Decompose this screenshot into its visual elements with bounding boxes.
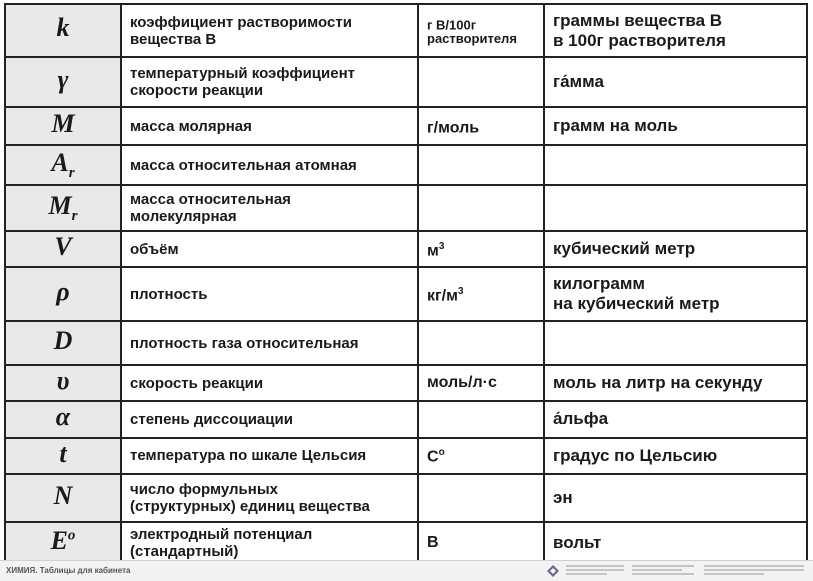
symbol-cell: $E^o$	[5, 522, 121, 564]
quantities-table	[4, 3, 808, 565]
description-cell: масса относительная атомная	[121, 145, 418, 185]
description-cell: температурный коэффициент скорости реакции	[121, 57, 418, 107]
symbol-cell: M	[5, 107, 121, 145]
unit-cell: г/моль	[418, 107, 544, 145]
publisher-logo-icon	[546, 564, 560, 578]
footer-title: ХИМИЯ. Таблицы для кабинета	[6, 566, 131, 575]
symbol-cell: υ	[5, 365, 121, 401]
reading-cell: грамм на моль	[544, 107, 807, 145]
reading-cell: а́льфа	[544, 401, 807, 437]
table-row	[5, 438, 807, 474]
table-row	[5, 231, 807, 267]
table-row	[5, 267, 807, 321]
description-cell: электродный потенциал (стандартный)	[121, 522, 418, 564]
footer-strip	[0, 560, 813, 581]
unit-cell	[418, 321, 544, 365]
symbol-cell: D	[5, 321, 121, 365]
unit-cell: г В/100г растворителя	[418, 4, 544, 57]
description-cell: плотность	[121, 267, 418, 321]
description-cell: коэффициент растворимости вещества В	[121, 4, 418, 57]
reading-cell	[544, 321, 807, 365]
description-cell: объём	[121, 231, 418, 267]
description-cell: скорость реакции	[121, 365, 418, 401]
unit-cell	[418, 57, 544, 107]
symbol-cell: t	[5, 438, 121, 474]
unit-cell	[418, 401, 544, 437]
reading-cell: га́мма	[544, 57, 807, 107]
reading-cell: граммы вещества В в 100г растворителя	[544, 4, 807, 57]
reading-cell: килограмм на кубический метр	[544, 267, 807, 321]
description-cell: степень диссоциации	[121, 401, 418, 437]
table-row	[5, 401, 807, 437]
symbol-cell: ρ	[5, 267, 121, 321]
unit-cell: $C^o$	[418, 438, 544, 474]
symbol-cell: k	[5, 4, 121, 57]
unit-cell	[418, 185, 544, 231]
description-cell: плотность газа относительная	[121, 321, 418, 365]
symbol-cell: $M_r$	[5, 185, 121, 231]
reading-cell: градус по Цельсию	[544, 438, 807, 474]
symbol-cell: $A_r$	[5, 145, 121, 185]
reading-cell	[544, 145, 807, 185]
symbol-cell: V	[5, 231, 121, 267]
fineprint-block	[566, 565, 624, 577]
fineprint-block	[704, 565, 804, 577]
reading-cell	[544, 185, 807, 231]
table-row	[5, 474, 807, 522]
reading-cell: моль на литр на секунду	[544, 365, 807, 401]
description-cell: число формульных (структурных) единиц вещества	[121, 474, 418, 522]
table-row	[5, 321, 807, 365]
unit-cell: В	[418, 522, 544, 564]
description-cell: масса молярная	[121, 107, 418, 145]
table-row	[5, 107, 807, 145]
description-cell: масса относительная молекулярная	[121, 185, 418, 231]
reading-cell: кубический метр	[544, 231, 807, 267]
table-row	[5, 57, 807, 107]
unit-cell: $кг/м^3$	[418, 267, 544, 321]
description-cell: температура по шкале Цельсия	[121, 438, 418, 474]
table-row	[5, 4, 807, 57]
table-row	[5, 185, 807, 231]
fineprint-block	[632, 565, 694, 577]
table-row	[5, 522, 807, 564]
table-row	[5, 145, 807, 185]
symbol-cell: γ	[5, 57, 121, 107]
unit-cell: моль/л·с	[418, 365, 544, 401]
reading-cell: вольт	[544, 522, 807, 564]
unit-cell	[418, 474, 544, 522]
table-row	[5, 365, 807, 401]
reading-cell: эн	[544, 474, 807, 522]
unit-cell: $м^3$	[418, 231, 544, 267]
unit-cell	[418, 145, 544, 185]
symbol-cell: N	[5, 474, 121, 522]
symbol-cell: α	[5, 401, 121, 437]
